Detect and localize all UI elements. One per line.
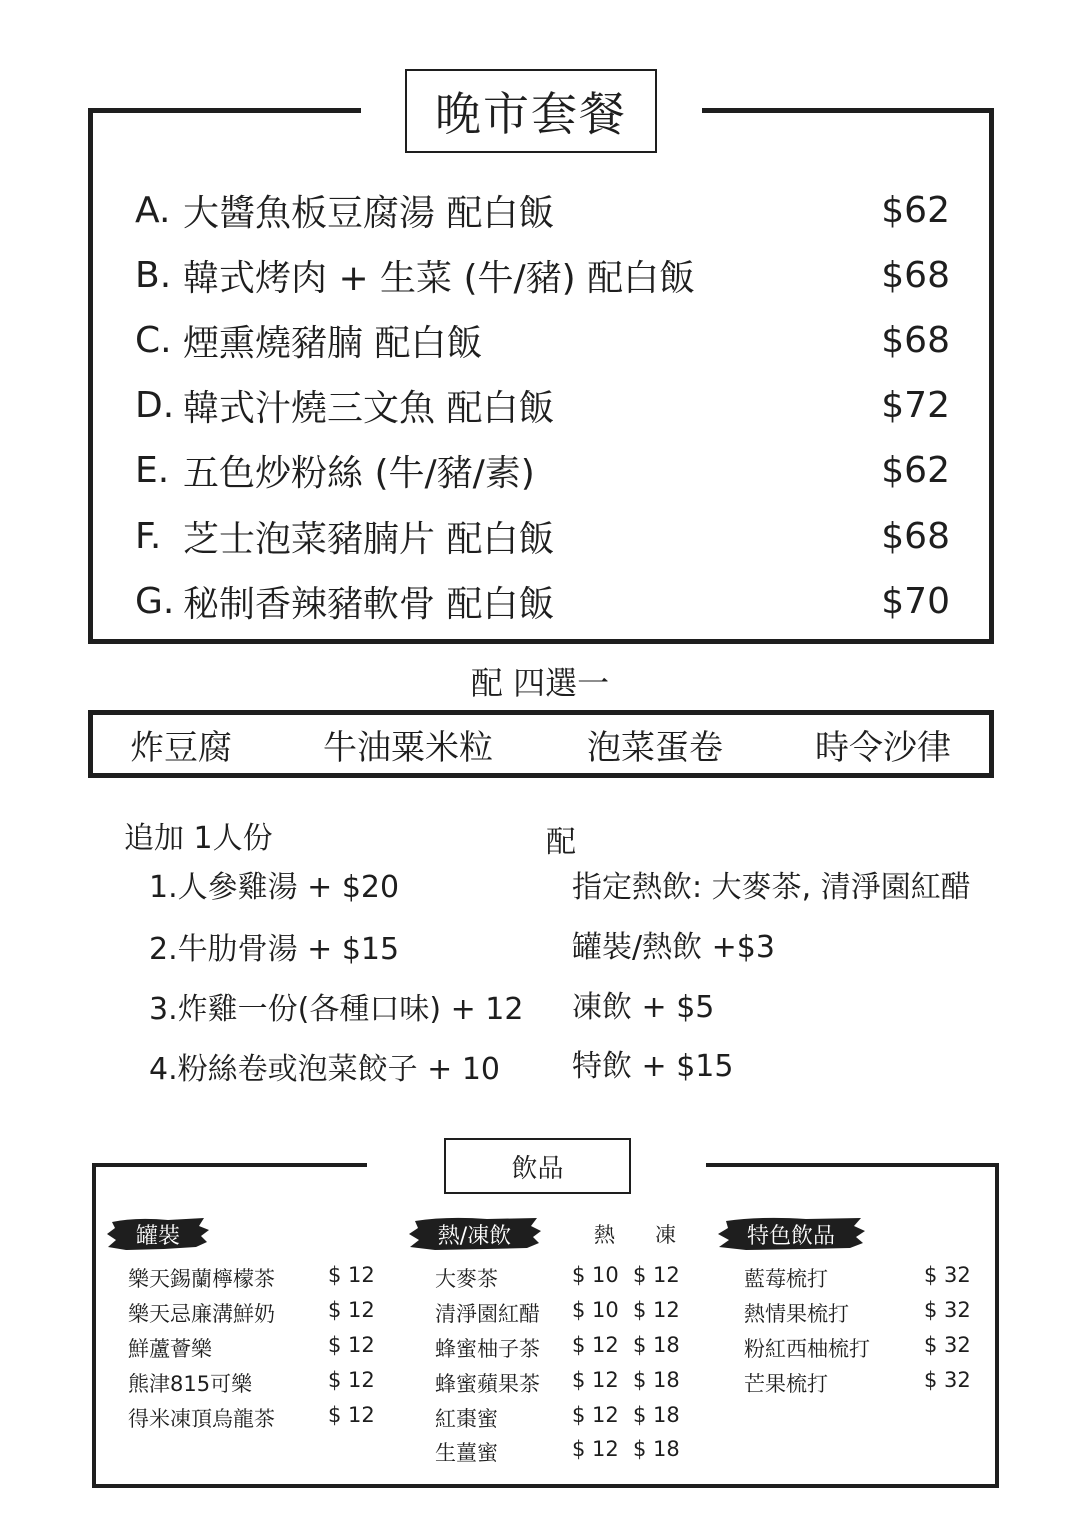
side-option-salad: 時令沙律 <box>815 728 951 768</box>
hot-price: $ 12 <box>572 1333 619 1357</box>
item-name: 秘制香辣豬軟骨 配白飯 <box>183 583 555 625</box>
canned-item-price: $ 12 <box>328 1368 375 1392</box>
cold-column-header: 凍 <box>655 1223 676 1247</box>
cold-price: $ 12 <box>633 1263 680 1287</box>
addon-heading: 追加 1人份 <box>124 821 273 856</box>
hot-price: $ 12 <box>572 1403 619 1427</box>
canned-item-name: 得米凍頂烏龍茶 <box>128 1407 275 1431</box>
cold-price: $ 18 <box>633 1437 680 1461</box>
set-menu-item-c <box>135 309 950 371</box>
hot-cold-label: 熱/凍飲 <box>437 1223 512 1249</box>
item-letter: G. <box>135 580 175 622</box>
drinks-frame-top-left <box>92 1163 367 1167</box>
hot-price: $ 12 <box>572 1437 619 1461</box>
canned-item-price: $ 12 <box>328 1298 375 1322</box>
item-price: $72 <box>881 384 950 426</box>
canned-item-name: 鮮蘆薈樂 <box>128 1337 212 1361</box>
item-price: $62 <box>881 449 950 491</box>
set-menu-frame-top-left <box>88 108 361 113</box>
hot-cold-item-name: 蜂蜜柚子茶 <box>435 1337 540 1361</box>
set-menu-item-g <box>135 570 950 632</box>
special-label: 特色飲品 <box>746 1223 835 1249</box>
item-name: 韓式汁燒三文魚 配白飯 <box>183 387 555 429</box>
hot-cold-item-name: 大麥茶 <box>435 1267 498 1291</box>
item-name: 煙熏燒豬腩 配白飯 <box>183 322 483 364</box>
side-option-fried-tofu: 炸豆腐 <box>130 728 232 768</box>
canned-label: 罐裝 <box>135 1223 180 1249</box>
hot-price: $ 10 <box>572 1263 619 1287</box>
canned-label-badge <box>106 1214 210 1254</box>
special-item-name: 芒果梳打 <box>744 1372 828 1396</box>
hot-cold-item-name: 蜂蜜蘋果茶 <box>435 1372 540 1396</box>
side-choice-label: 配 四選一 <box>470 664 610 702</box>
hot-cold-item-name: 紅棗蜜 <box>435 1407 498 1431</box>
item-price: $62 <box>881 189 950 231</box>
canned-item-price: $ 12 <box>328 1403 375 1427</box>
hot-column-header: 熱 <box>594 1223 615 1247</box>
canned-item-name: 樂天忌廉溝鮮奶 <box>128 1302 275 1326</box>
hot-cold-item-name: 生薑蜜 <box>435 1441 498 1465</box>
item-letter: E. <box>135 449 170 491</box>
drink-addon-heading: 配 <box>546 825 576 860</box>
side-option-buttered-corn: 牛油粟米粒 <box>323 728 493 768</box>
addon-item: 4.粉絲卷或泡菜餃子 + 10 <box>149 1052 501 1087</box>
set-menu-item-b <box>135 244 950 306</box>
drink-addon-item: 凍飲 + $5 <box>572 990 715 1025</box>
drinks-title: 飲品 <box>444 1138 631 1194</box>
set-menu-frame-top-right <box>702 108 994 113</box>
set-menu-item-e <box>135 439 950 501</box>
cold-price: $ 18 <box>633 1368 680 1392</box>
item-name: 五色炒粉絲 (牛/豬/素) <box>183 452 535 494</box>
item-price: $70 <box>881 580 950 622</box>
drink-addon-item: 指定熱飲: 大麥茶, 清淨園紅醋 <box>572 870 971 905</box>
hot-price: $ 10 <box>572 1298 619 1322</box>
side-option-kimchi-omelette: 泡菜蛋卷 <box>587 728 723 768</box>
cold-price: $ 18 <box>633 1403 680 1427</box>
special-item-name: 粉紅西柚梳打 <box>744 1337 870 1361</box>
item-letter: C. <box>135 319 172 361</box>
item-letter: D. <box>135 384 175 426</box>
set-menu-item-f <box>135 505 950 567</box>
canned-item-name: 熊津815可樂 <box>128 1372 253 1396</box>
set-menu-title: 晚市套餐 <box>405 69 657 153</box>
drink-addon-item: 罐裝/熱飲 +$3 <box>572 930 775 965</box>
special-item-name: 熱情果梳打 <box>744 1302 849 1326</box>
item-letter: B. <box>135 254 172 296</box>
addon-item: 3.炸雞一份(各種口味) + 12 <box>149 992 524 1027</box>
cold-price: $ 12 <box>633 1298 680 1322</box>
cold-price: $ 18 <box>633 1333 680 1357</box>
item-price: $68 <box>881 254 950 296</box>
drink-addon-item: 特飲 + $15 <box>572 1049 734 1084</box>
item-price: $68 <box>881 319 950 361</box>
item-price: $68 <box>881 515 950 557</box>
item-letter: F. <box>135 515 162 557</box>
special-item-price: $ 32 <box>924 1333 971 1357</box>
special-item-price: $ 32 <box>924 1263 971 1287</box>
item-name: 韓式烤肉 + 生菜 (牛/豬) 配白飯 <box>183 257 696 299</box>
special-item-price: $ 32 <box>924 1298 971 1322</box>
special-item-price: $ 32 <box>924 1368 971 1392</box>
item-name: 芝士泡菜豬腩片 配白飯 <box>183 518 555 560</box>
set-menu-item-d <box>135 374 950 436</box>
hot-price: $ 12 <box>572 1368 619 1392</box>
hot-cold-label-badge <box>407 1214 542 1254</box>
drinks-frame-top-right <box>706 1163 999 1167</box>
special-label-badge <box>716 1214 866 1254</box>
canned-item-name: 樂天錫蘭檸檬茶 <box>128 1267 275 1291</box>
set-menu-item-a <box>135 179 950 241</box>
item-name: 大醬魚板豆腐湯 配白飯 <box>183 192 555 234</box>
canned-item-price: $ 12 <box>328 1263 375 1287</box>
addon-item: 2.牛肋骨湯 + $15 <box>149 932 400 967</box>
canned-item-price: $ 12 <box>328 1333 375 1357</box>
hot-cold-item-name: 清淨園紅醋 <box>435 1302 540 1326</box>
addon-item: 1.人參雞湯 + $20 <box>149 870 400 905</box>
item-letter: A. <box>135 189 171 231</box>
special-item-name: 藍莓梳打 <box>744 1267 828 1291</box>
